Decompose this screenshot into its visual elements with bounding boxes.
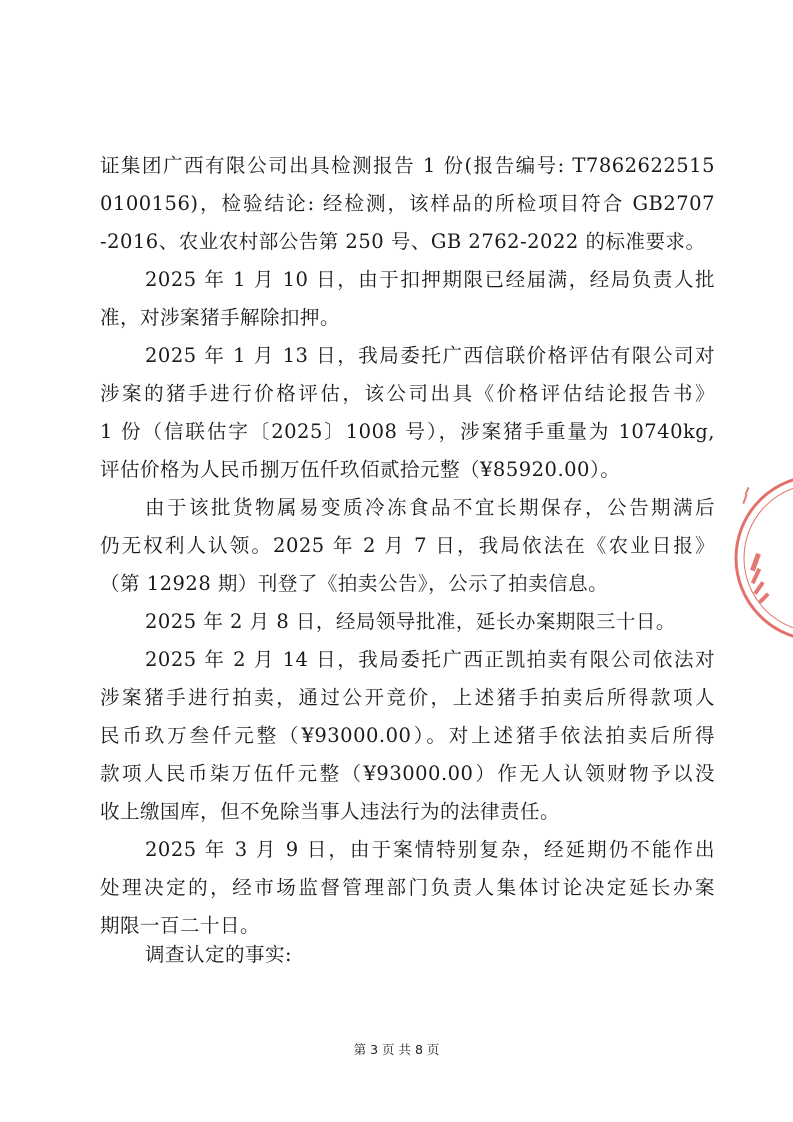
paragraph-line: 准，对涉案猪手解除扣押。: [100, 306, 341, 329]
paragraph-line: 2025 年 3 月 9 日，由于案情特别复杂，经延期仍不能作出: [145, 838, 715, 861]
paragraph-line: 1 份（信联估字〔2025〕1008 号），涉案猪手重量为 10740kg,: [100, 420, 715, 443]
paragraph-line: 2025 年 1 月 10 日，由于扣押期限已经届满，经局负责人批: [145, 268, 715, 291]
paragraph-line: 0100156)，检验结论: 经检测，该样品的所检项目符合 GB2707: [100, 192, 715, 215]
paragraph-line: 涉案的猪手进行价格评估，该公司出具《价格评估结论报告书》: [100, 382, 715, 405]
paragraph-line: 证集团广西有限公司出具检测报告 1 份(报告编号: T7862622515: [100, 154, 715, 177]
paragraph-line: 2025 年 2 月 14 日，我局委托广西正凯拍卖有限公司依法对: [145, 648, 715, 671]
paragraph-line: 由于该批货物属易变质冷冻食品不宜长期保存，公告期满后: [145, 496, 715, 519]
paragraph-line: 处理决定的，经市场监督管理部门负责人集体讨论决定延长办案: [100, 876, 715, 899]
paragraph-line: 涉案猪手进行拍卖，通过公开竞价，上述猪手拍卖后所得款项人: [100, 686, 715, 709]
page-number: 第 3 页 共 8 页: [353, 1042, 440, 1057]
paragraph-line: 仍无权利人认领。2025 年 2 月 7 日，我局依法在《农业日报》: [100, 534, 715, 557]
paragraph-line: 2025 年 1 月 13 日，我局委托广西信联价格评估有限公司对: [145, 344, 715, 367]
paragraph-line: 评估价格为人民币捌万伍仟玖佰贰拾元整（¥85920.00）。: [100, 458, 621, 481]
paragraph-line: -2016、农业农村部公告第 250 号、GB 2762-2022 的标准要求。: [100, 230, 706, 253]
section-heading: 调查认定的事实:: [145, 943, 293, 966]
paragraph-line: 2025 年 2 月 8 日，经局领导批准，延长办案期限三十日。: [145, 610, 676, 633]
paragraph-line: 款项人民币柒万伍仟元整（¥93000.00）作无人认领财物予以没: [100, 762, 715, 785]
paragraph-line: 民币玖万叁仟元整（¥93000.00）。对上述猪手依法拍卖后所得: [100, 724, 715, 747]
paragraph-line: 期限一百二十日。: [100, 914, 261, 937]
paragraph-line: 收上缴国库，但不免除当事人违法行为的法律责任。: [100, 800, 561, 823]
paragraph-line: （第 12928 期）刊登了《拍卖公告》，公示了拍卖信息。: [100, 572, 609, 595]
official-seal-fragment: [728, 468, 793, 648]
